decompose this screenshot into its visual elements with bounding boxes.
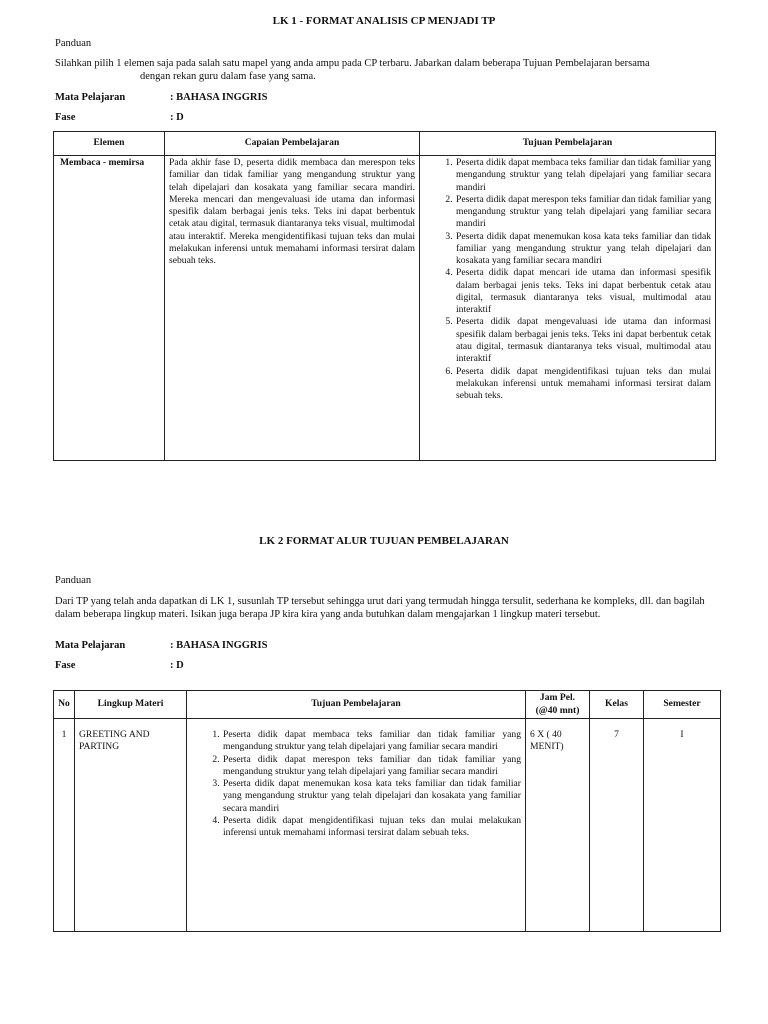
lk2-header-jam [526,691,590,719]
lk1-elemen-cell: Membaca - memirsa [54,156,165,461]
list-item: 2. Peserta didik dapat merespon teks familiar dan tidak familiar yang mengandung struktur yang telah dipelajari yang familiar secara mandiri [455,194,711,231]
lk1-tujuan-cell [420,156,716,461]
lk2-row-tujuan-cell [187,719,526,932]
list-item: 6. Peserta didik dapat mengidentifikasi tujuan teks dan mulai melakukan inferensi untuk memahami informasi tersirat dalam sebuah teks. [455,366,711,403]
lk2-title: LK 2 FORMAT ALUR TUJUAN PEMBELAJARAN [259,535,509,547]
lk2-row-semester: I [644,719,721,932]
list-item: 4. Peserta didik dapat mengidentifikasi tujuan teks dan mulai melakukan inferensi untuk memahami informasi tersirat dalam sebuah teks. [222,815,521,840]
lk2-instruction: Dari TP yang telah anda dapatkan di LK 1, susunlah TP tersebut sehingga urut dari yang termudah hingga tersulit, sederhana ke kompleks, dll. dan bagilah dalam beberapa lingkup materi. Isikan juga berapa JP kira kira yang anda butuhkan dalam mengajarkan 1 lingkup materi tersebut. [55,596,705,621]
list-item: 5. Peserta didik dapat mengevaluasi ide utama dan informasi spesifik dalam berbagai jenis teks. Teks ini dapat berbentuk cetak atau digital, termasuk diantaranya teks visual, multimodal atau interaktif [455,316,711,365]
list-item: 3. Peserta didik dapat menemukan kosa kata teks familiar dan tidak familiar yang mengandung struktur yang telah dipelajari dan kosakata yang familiar secara mandiri [455,231,711,268]
list-item: 2. Peserta didik dapat merespon teks familiar dan tidak familiar yang mengandung struktur yang telah dipelajari yang familiar secara mandiri [222,754,521,779]
lk1-capaian-cell: Pada akhir fase D, peserta didik membaca dan merespon teks familiar dan tidak familiar yang mengandung struktur yang telah dipelajari dan kosakata yang familiar secara mandiri. Mereka mencari dan mengevaluasi ide utama dan informasi spesifik dalam berbagai jenis teks. Teks ini dapat berbentuk cetak atau digital, termasuk diantaranya teks visual, multimodal atau interaktif. Mereka mengidentifikasi tujuan teks dan mulai melakukan inferensi untuk memahami informasi tersirat dalam sebuah teks. [165,156,420,461]
lk2-row-no: 1 [54,719,75,932]
list-item: 1. Peserta didik dapat membaca teks familiar dan tidak familiar yang mengandung struktur yang telah dipelajari yang familiar secara mandiri [455,157,711,194]
lk2-tujuan-list [191,729,521,839]
lk2-header-lingkup: Lingkup Materi [75,691,187,719]
lk2-panduan-label: Panduan [55,575,92,586]
lk2-row-lingkup: GREETING AND PARTING [75,719,187,932]
lk1-title: LK 1 - FORMAT ANALISIS CP MENJADI TP [272,15,496,27]
lk2-header-jam-line1: Jam Pel. [539,692,576,704]
lk2-mapel-label: Mata Pelajaran [55,640,126,651]
lk2-mapel-value: : BAHASA INGGRIS [170,640,268,651]
lk1-instruction-line1: Silahkan pilih 1 elemen saja pada salah satu mapel yang anda ampu pada CP terbaru. Jabarkan dalam beberapa Tujuan Pembelajaran bersama [55,58,650,69]
lk1-fase-value: : D [170,112,184,123]
lk2-fase-value: : D [170,660,184,671]
lk1-header-elemen: Elemen [54,132,165,156]
lk2-row-jam: 6 X ( 40 MENIT) [526,719,590,932]
lk1-header-capaian: Capaian Pembelajaran [165,132,420,156]
lk2-table [53,690,721,932]
lk1-panduan-label: Panduan [55,38,92,49]
lk2-header-tujuan: Tujuan Pembelajaran [187,691,526,719]
list-item: 4. Peserta didik dapat mencari ide utama dan informasi spesifik dalam berbagai jenis teks. Teks ini dapat berbentuk cetak atau digital, termasuk diantaranya teks visual, multimodal atau interaktif [455,267,711,316]
lk2-row-kelas: 7 [590,719,644,932]
lk2-header-semester: Semester [644,691,721,719]
lk1-mapel-value: : BAHASA INGGRIS [170,92,268,103]
lk2-header-no: No [54,691,75,719]
lk2-header-kelas: Kelas [590,691,644,719]
lk2-header-jam-line2: (@40 mnt) [535,704,580,716]
lk1-header-tujuan: Tujuan Pembelajaran [420,132,716,156]
lk1-table [53,131,716,461]
list-item: 1. Peserta didik dapat membaca teks familiar dan tidak familiar yang mengandung struktur yang telah dipelajari yang familiar secara mandiri [222,729,521,754]
list-item: 3. Peserta didik dapat menemukan kosa kata teks familiar dan tidak familiar yang mengandung struktur yang telah dipelajari dan kosakata yang familiar secara mandiri [222,778,521,815]
lk1-mapel-label: Mata Pelajaran [55,92,126,103]
lk1-fase-label: Fase [55,112,76,123]
lk1-instruction-line2: dengan rekan guru dalam fase yang sama. [140,71,316,82]
lk2-fase-label: Fase [55,660,76,671]
lk1-tujuan-list [424,157,711,402]
